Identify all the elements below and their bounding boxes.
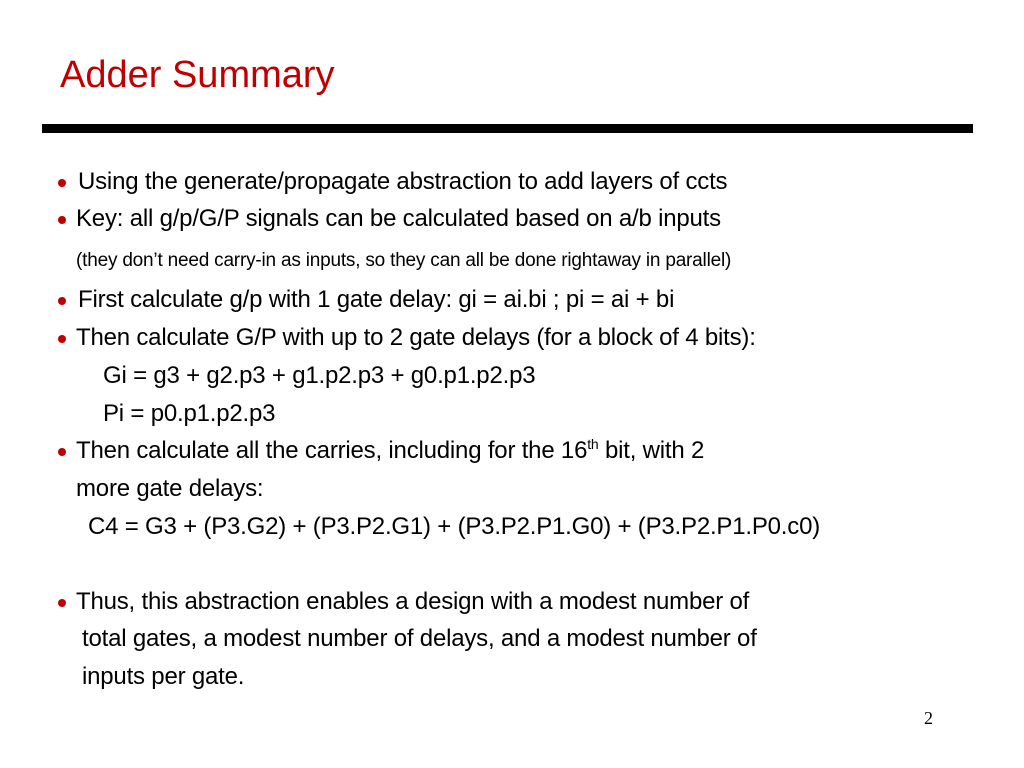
bullet-icon bbox=[58, 335, 66, 343]
text: bit, with 2 bbox=[598, 437, 705, 464]
text: Then calculate all the carries, including for the 16 bbox=[76, 437, 588, 464]
page-number: 2 bbox=[924, 708, 933, 728]
bullet-text-cont: inputs per gate. bbox=[82, 663, 245, 690]
title-divider bbox=[42, 124, 973, 133]
bullet-text: Key: all g/p/G/P signals can be calculated based on a/b inputs bbox=[76, 205, 721, 232]
bullet-icon bbox=[58, 297, 66, 305]
slide-title: Adder Summary bbox=[60, 54, 335, 96]
bullet-icon bbox=[58, 216, 66, 224]
bullet-text: Then calculate G/P with up to 2 gate delays (for a block of 4 bits): bbox=[76, 324, 756, 351]
bullet-icon bbox=[58, 179, 66, 187]
bullet-text-cont: more gate delays: bbox=[76, 475, 264, 502]
formula-c4: C4 = G3 + (P3.G2) + (P3.P2.G1) + (P3.P2.P1.G0) + (P3.P2.P1.P0.c0) bbox=[88, 513, 821, 540]
bullet-text bbox=[76, 436, 704, 466]
bullet-text: Using the generate/propagate abstraction to add layers of ccts bbox=[78, 168, 728, 195]
superscript: th bbox=[587, 436, 599, 452]
bullet-icon bbox=[58, 599, 66, 607]
formula-gi: Gi = g3 + g2.p3 + g1.p2.p3 + g0.p1.p2.p3 bbox=[103, 362, 536, 389]
bullet-text: First calculate g/p with 1 gate delay: gi = ai.bi ; pi = ai + bi bbox=[78, 286, 675, 313]
sub-text: (they don’t need carry-in as inputs, so they can all be done rightaway in parallel) bbox=[76, 250, 732, 271]
bullet-icon bbox=[58, 448, 66, 456]
bullet-text-cont: total gates, a modest number of delays, and a modest number of bbox=[82, 625, 757, 652]
bullet-text: Thus, this abstraction enables a design with a modest number of bbox=[76, 588, 750, 615]
formula-pi: Pi = p0.p1.p2.p3 bbox=[103, 400, 276, 427]
